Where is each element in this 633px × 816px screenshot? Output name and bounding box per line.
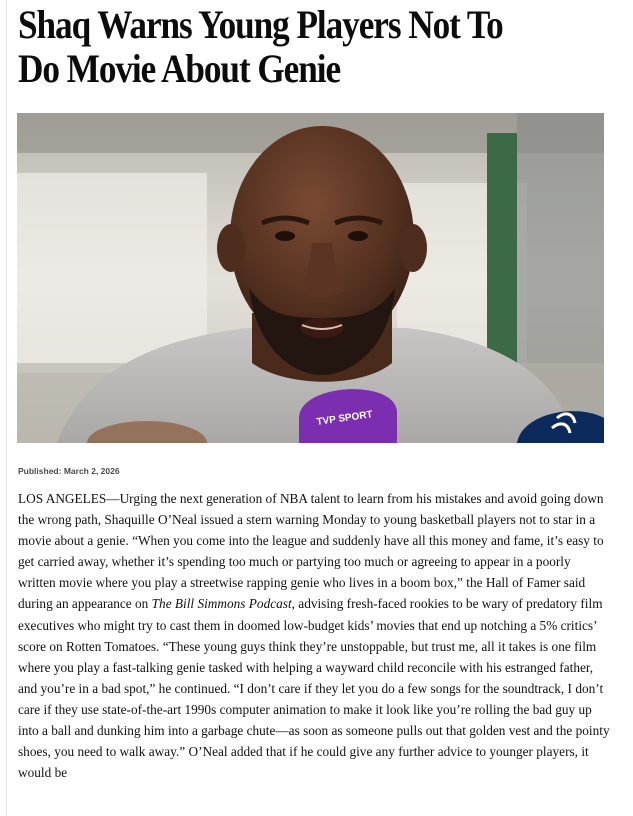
podcast-title: The Bill Simmons Podcast, [151, 596, 295, 612]
published-date-line [18, 466, 120, 476]
article-body-part-2: advising fresh-faced rookies to be wary of predatory film executives who might try to cast them in doomed low-budget kids’ movies that end up notching a 5% critics’ score on Rotten Tomatoes. “These young guys think they’re unstoppable, but trust me, all it takes is one film where you play a fast-talking genie tasked with helping a wayward child reconcile with his estranged father, and you’re in a bad spot,” he continued. “I don’t care if they let you do a few songs for the soundtrack, I don’t care if they use state-of-the-art 1990s computer animation to make it look like you’re rolling the bad guy up into a ball and dunking him into a garbage chute—as soon as someone pulls out that golden vest and the pointy shoes, you need to walk away.” O’Neal added that if he could give any further advice to younger players, it would be [18, 596, 610, 781]
page-left-border [6, 0, 7, 816]
article-hero-image [17, 113, 604, 443]
shaq-photo-illustration [17, 113, 604, 443]
article-body-part-1: LOS ANGELES—Urging the next generation of NBA talent to learn from his mistakes and avoid going down the wrong path, Shaquille O’Neal issued a stern warning Monday to young basketball players not to star in a movie about a genie. “When you come into the league and suddenly have all this money and fame, it’s easy to get carried away, whether it’s spending too much or partying too much or agreeing to appear in a poorly written movie where you play a streetwise rapping genie who lives in a boom box,” the Hall of Famer said during an appearance on [18, 491, 604, 612]
published-date: March 2, 2026 [63, 466, 120, 476]
mic-label: TVP SPORT [315, 409, 374, 428]
article-headline: Shaq Warns Young Players Not To Do Movie About Genie [18, 2, 503, 91]
published-label: Published: [18, 466, 62, 476]
article-body [18, 488, 610, 783]
